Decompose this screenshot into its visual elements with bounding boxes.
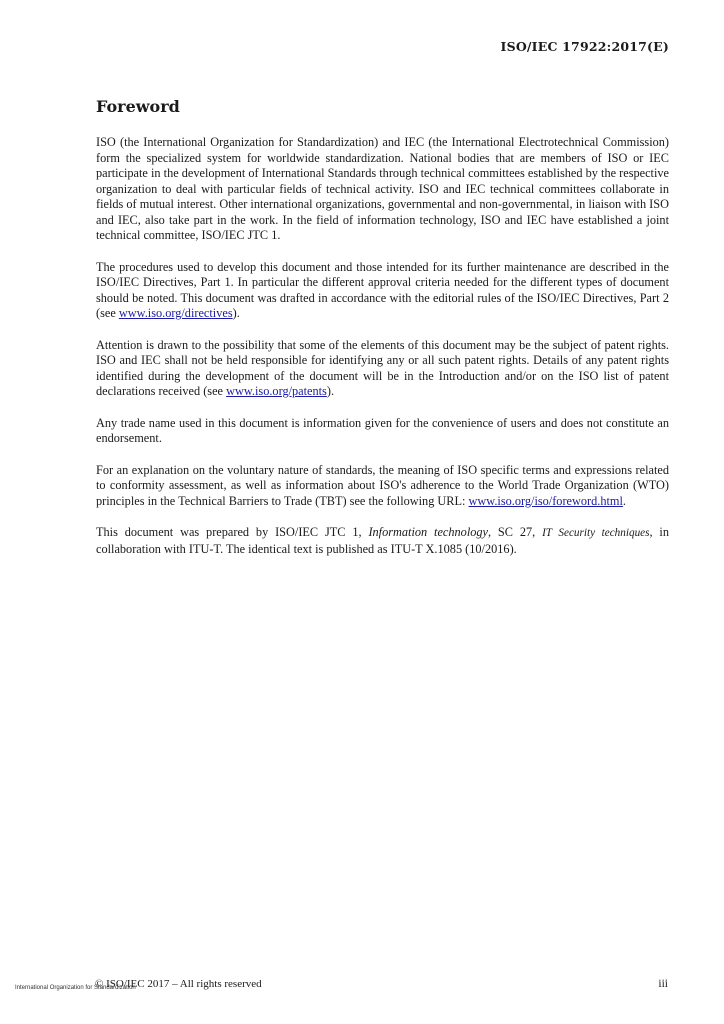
directives-link[interactable]: www.iso.org/directives (118, 306, 233, 320)
paragraph-text: This document was prepared by ISO/IEC JTC 1, (96, 525, 369, 539)
paragraph-text: , in collaboration with ITU-T. The identical text is published as ITU-T X.1085 (10/2016). (96, 525, 669, 556)
paragraph-iso-iec: ISO (the International Organization for Standardization) and IEC (the International Electrotechnical Commission) form the specialized system for worldwide standardization. National bodies that are members of ISO or IEC participate in the development of International Standards through technical committees established by the respective organization to deal with particular fields of technical activity. ISO and IEC technical committees collaborate in fields of mutual interest. Other international organizations, governmental and non-governmental, in liaison with ISO and IEC, also take part in the work. In the field of information technology, ISO and IEC have established a joint technical committee, ISO/IEC JTC 1. (96, 135, 669, 242)
paragraph-trade-name: Any trade name used in this document is information given for the convenience of users and does not constitute an endorsement. (96, 415, 669, 445)
copyright-notice: © ISO/IEC 2017 – All rights reserved (95, 978, 262, 990)
paragraph-text: Attention is drawn to the possibility that some of the elements of this document may be the subject of patent rights. ISO and IEC shall not be held responsible for identifying any or all such patent rights. Details of any patent rights identified during the development of the document will be in the Introduction and/or on the ISO list of patent declarations received (see (96, 337, 669, 398)
paragraph-end: . (622, 493, 626, 508)
section-title: Foreword (96, 97, 180, 116)
paragraph-text: For an explanation on the voluntary nature of standards, the meaning of ISO specific terms and expressions related to conformity assessment, as well as information about ISO's adherence to the World Trade Organization (WTO) principles in the Technical Barriers to Trade (TBT) see the following URL: (96, 462, 669, 508)
paragraph-text: , SC 27, (488, 525, 543, 539)
foreword-link[interactable]: www.iso.org/iso/foreword.html (468, 493, 623, 508)
subcommittee-title: IT Security techniques (542, 527, 650, 539)
paragraph-end: ). (326, 384, 335, 398)
paragraph-voluntary-nature (96, 463, 669, 510)
committee-title: Information technology (368, 525, 488, 539)
foreword-body (96, 135, 669, 573)
licensing-watermark: International Organization for Standardization (15, 985, 136, 991)
paragraph-end: ). (232, 306, 240, 320)
paragraph-procedures (96, 260, 669, 322)
paragraph-patents (96, 338, 669, 400)
document-identifier: ISO/IEC 17922:2017(E) (500, 39, 669, 54)
paragraph-prepared-by (96, 525, 669, 557)
patents-link[interactable]: www.iso.org/patents (226, 384, 327, 398)
paragraph-text: The procedures used to develop this document and those intended for its further maintenance are described in the ISO/IEC Directives, Part 1. In particular the different approval criteria needed for the different types of document should be noted. This document was drafted in accordance with the editorial rules of the ISO/IEC Directives, Part 2 (see (96, 259, 669, 320)
page-number: iii (658, 978, 668, 990)
